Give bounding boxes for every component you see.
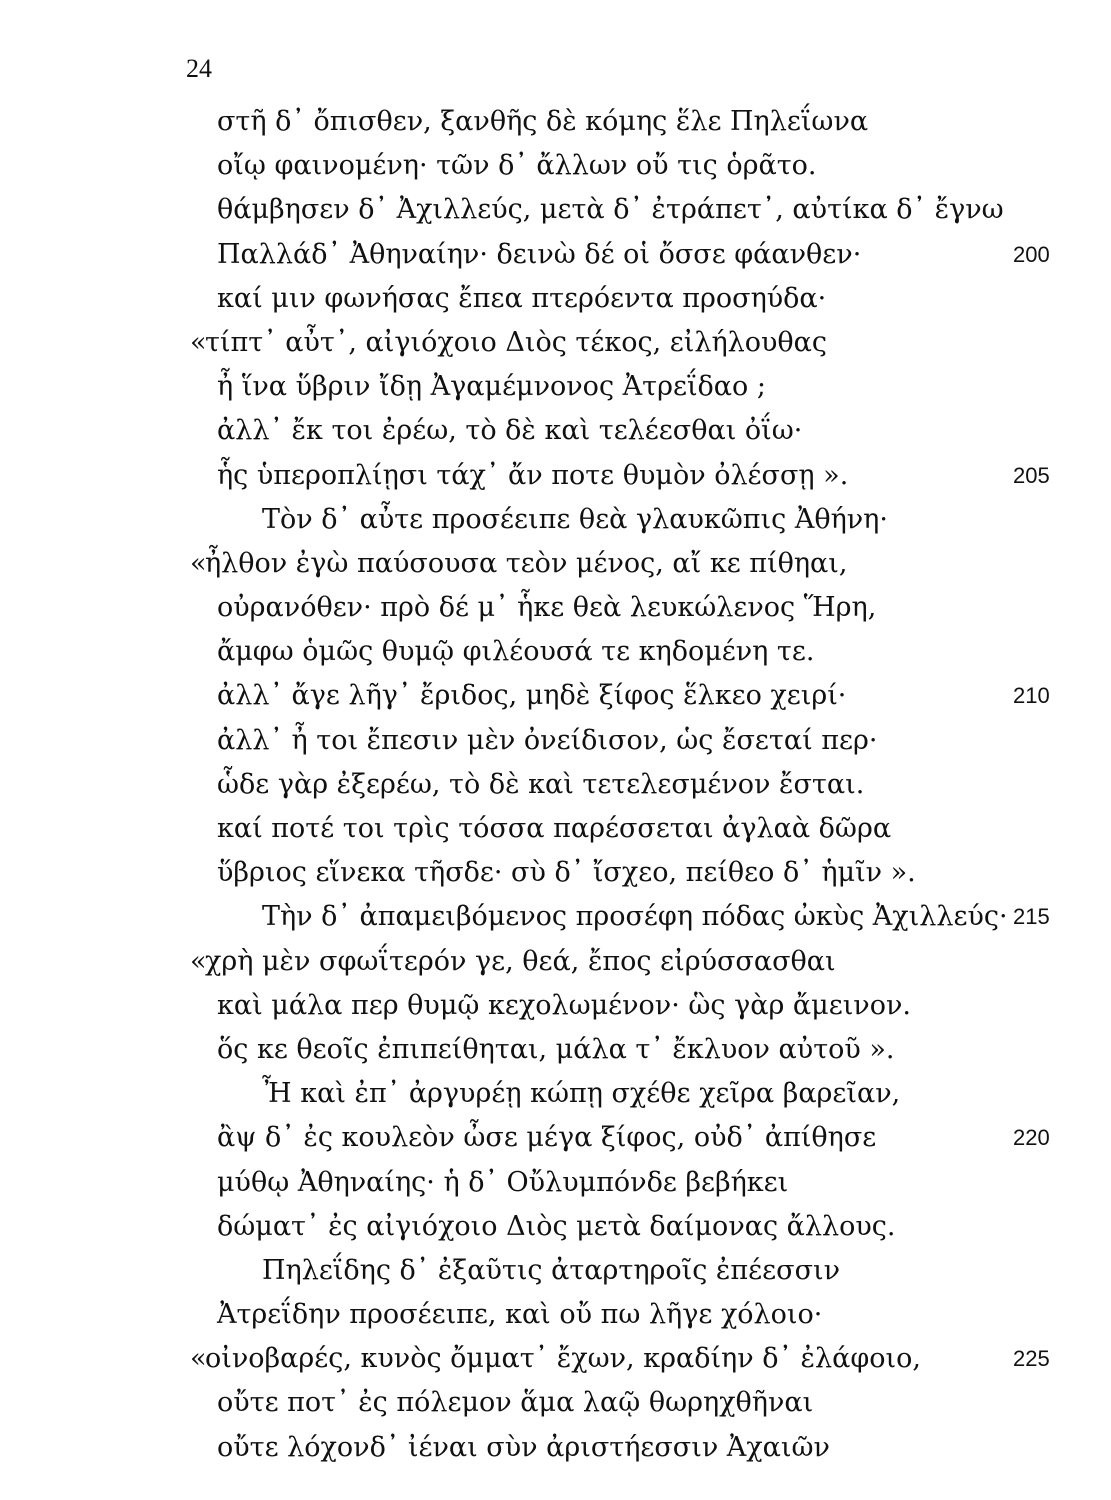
- verse-line: [0, 1337, 1111, 1381]
- verse-line: [0, 1426, 1111, 1470]
- verse-text: ἄμφω ὁμῶς θυμῷ φιλέουσά τε κηδομένη τε.: [217, 636, 815, 668]
- verse-text: ἀλλ᾽ ἄγε λῆγ᾽ ἔριδος, μηδὲ ξίφος ἕλκεο χειρί·: [217, 680, 847, 712]
- verse-line: [0, 586, 1111, 630]
- verse-text: δώματ᾽ ἐς αἰγιόχοιο Διὸς μετὰ δαίμονας ἄλλους.: [217, 1210, 896, 1242]
- verse-text: ἀλλ᾽ ἔκ τοι ἐρέω, τὸ δὲ καὶ τελέεσθαι ὀΐω·: [217, 415, 803, 447]
- verse-line: [0, 1028, 1111, 1072]
- verse-text: θάμβησεν δ᾽ Ἀχιλλεύς, μετὰ δ᾽ ἐτράπετ᾽, αὐτίκα δ᾽ ἔγνω: [217, 194, 1004, 226]
- page-number: 24: [186, 54, 212, 83]
- verse-line: [0, 321, 1111, 365]
- verse-line: [0, 630, 1111, 674]
- verse-line: [0, 1205, 1111, 1249]
- verse-line: [0, 100, 1111, 144]
- verse-text: χρὴ μὲν σφωΐτερόν γε, θεά, ἔπος εἰρύσσασθαι: [205, 945, 836, 977]
- verse-text: ὅς κε θεοῖς ἐπιπείθηται, μάλα τ᾽ ἔκλυον αὐτοῦ ».: [217, 1033, 895, 1065]
- verse-line: [0, 542, 1111, 586]
- opening-quote-mark: «: [190, 326, 207, 358]
- verse-text: οὐρανόθεν· πρὸ δέ μ᾽ ἧκε θεὰ λευκώλενος Ἥρη,: [217, 592, 877, 624]
- verse-line: [0, 1249, 1111, 1293]
- verse-line: [0, 1293, 1111, 1337]
- verse-text: ὧδε γὰρ ἐξερέω, τὸ δὲ καὶ τετελεσμένον ἔσται.: [217, 768, 865, 800]
- verse-line: [0, 1072, 1111, 1116]
- verse-text: στῆ δ᾽ ὄπισθεν, ξανθῆς δὲ κόμης ἕλε Πηλεΐωνα: [217, 106, 869, 137]
- line-number: 215: [1013, 904, 1050, 930]
- verse-text: ὕβριος εἵνεκα τῆσδε· σὺ δ᾽ ἴσχεο, πείθεο δ᾽ ἡμῖν ».: [217, 857, 916, 889]
- verse-line: [0, 807, 1111, 851]
- verse-line: [0, 674, 1111, 718]
- verse-text: Τὸν δ᾽ αὖτε προσέειπε θεὰ γλαυκῶπις Ἀθήνη·: [262, 503, 888, 535]
- verse-line: [0, 851, 1111, 895]
- verse-text: οἰνοβαρές, κυνὸς ὄμματ᾽ ἔχων, κραδίην δ᾽ ἐλάφοιο,: [205, 1343, 921, 1375]
- verse-line: [0, 1161, 1111, 1205]
- line-number: 205: [1013, 462, 1050, 488]
- verse-line: [0, 144, 1111, 188]
- verse-line: [0, 277, 1111, 321]
- verse-text: οὔτε ποτ᾽ ἐς πόλεμον ἅμα λαῷ θωρηχθῆναι: [217, 1387, 814, 1419]
- verse-line: [0, 719, 1111, 763]
- verse-text: καί ποτέ τοι τρὶς τόσσα παρέσσεται ἀγλαὰ δῶρα: [217, 813, 892, 844]
- opening-quote-mark: «: [190, 547, 207, 579]
- opening-quote-mark: «: [190, 945, 207, 977]
- verse-text: ἂψ δ᾽ ἐς κουλεὸν ὦσε μέγα ξίφος, οὐδ᾽ ἀπίθησε: [217, 1122, 877, 1154]
- line-number: 200: [1013, 241, 1050, 267]
- verse-text: οὔτε λόχονδ᾽ ἰέναι σὺν ἀριστήεσσιν Ἀχαιῶν: [217, 1431, 830, 1463]
- verse-text: Πηλεΐδης δ᾽ ἐξαῦτις ἀταρτηροῖς ἐπέεσσιν: [262, 1254, 840, 1286]
- verse-text: καί μιν φωνήσας ἔπεα πτερόεντα προσηύδα·: [217, 282, 827, 314]
- opening-quote-mark: «: [190, 1343, 207, 1375]
- verse-text: οἴῳ φαινομένη· τῶν δ᾽ ἄλλων οὔ τις ὁρᾶτο.: [217, 150, 817, 182]
- verse-line: [0, 365, 1111, 409]
- line-number: 210: [1013, 683, 1050, 709]
- verse-text: τίπτ᾽ αὖτ᾽, αἰγιόχοιο Διὸς τέκος, εἰλήλουθας: [205, 326, 828, 358]
- verse-text: ἀλλ᾽ ἦ τοι ἔπεσιν μὲν ὀνείδισον, ὡς ἔσεταί περ·: [217, 724, 878, 756]
- verse-line: [0, 1381, 1111, 1425]
- verse-text: Τὴν δ᾽ ἀπαμειβόμενος προσέφη πόδας ὠκὺς Ἀχιλλεύς·: [262, 901, 1008, 933]
- verse-text: ἦ ἵνα ὕβριν ἴδῃ Ἀγαμέμνονος Ἀτρεΐδαο ;: [217, 371, 766, 403]
- verse-line: [0, 454, 1111, 498]
- verse-line: [0, 498, 1111, 542]
- verse-text: ἧς ὑπεροπλίῃσι τάχ᾽ ἄν ποτε θυμὸν ὀλέσσῃ ».: [217, 459, 849, 491]
- verse-line: [0, 763, 1111, 807]
- line-number: 225: [1013, 1346, 1050, 1372]
- verse-text: ἦλθον ἐγὼ παύσουσα τεὸν μένος, αἴ κε πίθηαι,: [205, 547, 848, 579]
- line-number: 220: [1013, 1125, 1050, 1151]
- verse-text: Ἀτρεΐδην προσέειπε, καὶ οὔ πω λῆγε χόλοιο·: [217, 1299, 823, 1331]
- verse-line: [0, 188, 1111, 232]
- verse-line: [0, 984, 1111, 1028]
- verse-text: Ἦ καὶ ἐπ᾽ ἀργυρέῃ κώπῃ σχέθε χεῖρα βαρεῖαν,: [262, 1078, 901, 1110]
- verse-line: [0, 1116, 1111, 1160]
- verse-line: [0, 940, 1111, 984]
- verse-block: [0, 100, 1111, 1470]
- verse-line: [0, 895, 1111, 939]
- verse-text: Παλλάδ᾽ Ἀθηναίην· δεινὼ δέ οἱ ὄσσε φάανθεν·: [217, 238, 862, 270]
- verse-text: καὶ μάλα περ θυμῷ κεχολωμένον· ὣς γὰρ ἄμεινον.: [217, 989, 911, 1021]
- verse-line: [0, 233, 1111, 277]
- verse-text: μύθῳ Ἀθηναίης· ἡ δ᾽ Οὔλυμπόνδε βεβήκει: [217, 1166, 789, 1198]
- verse-line: [0, 409, 1111, 453]
